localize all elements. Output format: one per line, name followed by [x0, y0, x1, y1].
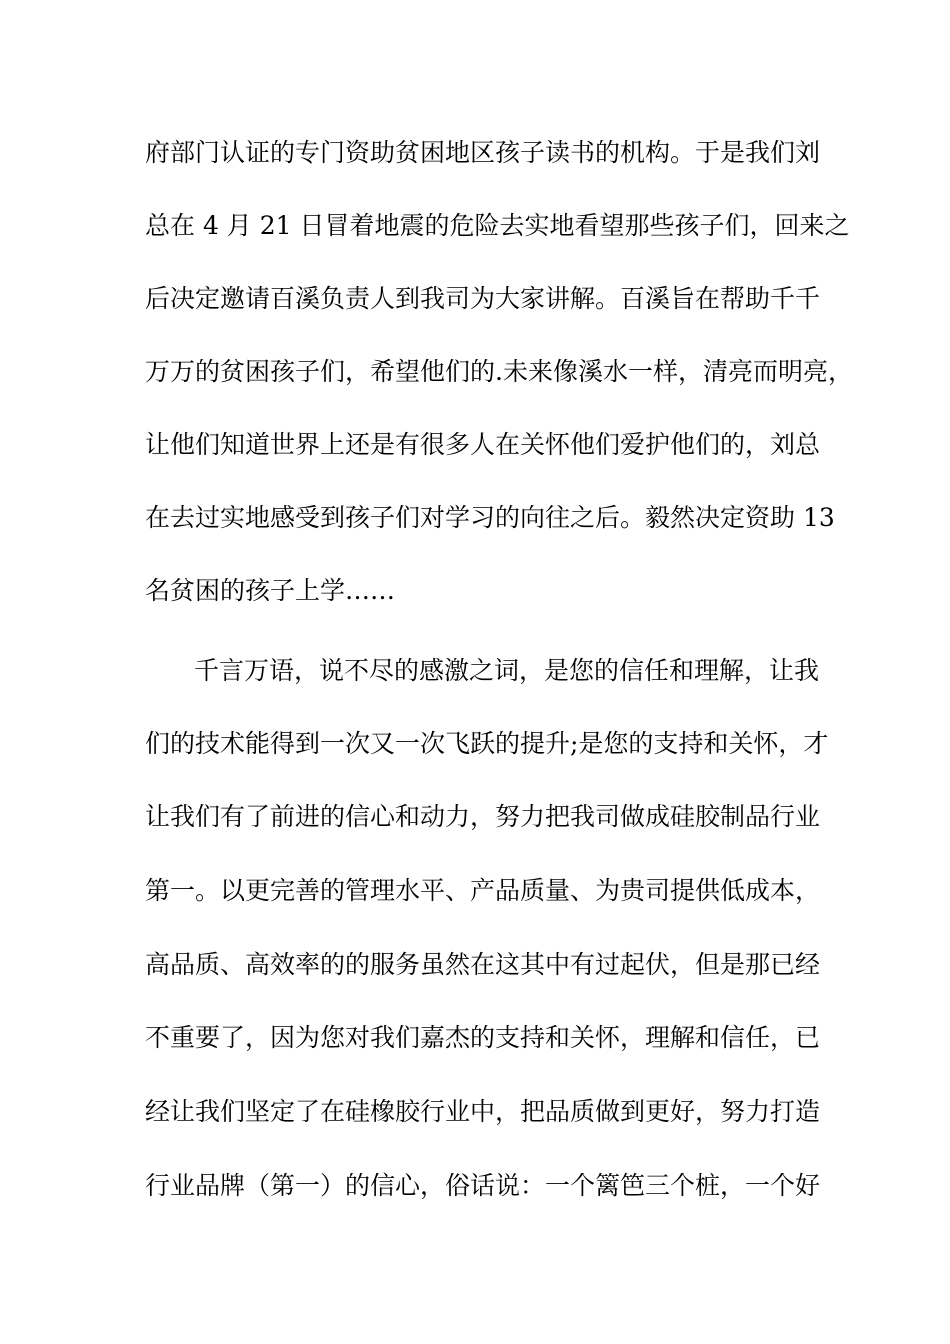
text-line: 后决定邀请百溪负责人到我司为大家讲解。百溪旨在帮助千千 — [145, 284, 821, 313]
text-line: 行业品牌（第一）的信心，俗话说：一个篱笆三个桩，一个好 — [145, 1171, 821, 1200]
text-line: 第一。以更完善的管理水平、产品质量、为贵司提供低成本， — [145, 876, 821, 905]
text-line: 不重要了，因为您对我们嘉杰的支持和关怀，理解和信任，已 — [145, 1023, 821, 1052]
paragraph-first-line: 千言万语，说不尽的感激之词，是您的信任和理解，让我 — [194, 656, 820, 685]
text-line: 在去过实地感受到孩子们对学习的向往之后。毅然决定资助 13 — [145, 503, 835, 532]
text-line: 经让我们坚定了在硅橡胶行业中，把品质做到更好，努力打造 — [145, 1097, 821, 1126]
text-line: 总在 4 月 21 日冒着地震的危险去实地看望那些孩子们，回来之 — [145, 211, 850, 240]
text-line: 让我们有了前进的信心和动力，努力把我司做成硅胶制品行业 — [145, 802, 821, 831]
text-line: 府部门认证的专门资助贫困地区孩子读书的机构。于是我们刘 — [145, 138, 821, 167]
text-line: 高品质、高效率的的服务虽然在这其中有过起伏，但是那已经 — [145, 950, 821, 979]
text-line: 让他们知道世界上还是有很多人在关怀他们爱护他们的，刘总 — [145, 430, 821, 459]
text-line: 们的技术能得到一次又一次飞跃的提升;是您的支持和关怀，才 — [145, 729, 829, 758]
text-line: 万万的贫困孩子们，希望他们的.未来像溪水一样，清亮而明亮， — [145, 357, 853, 386]
text-line: 名贫困的孩子上学…… — [145, 576, 396, 605]
